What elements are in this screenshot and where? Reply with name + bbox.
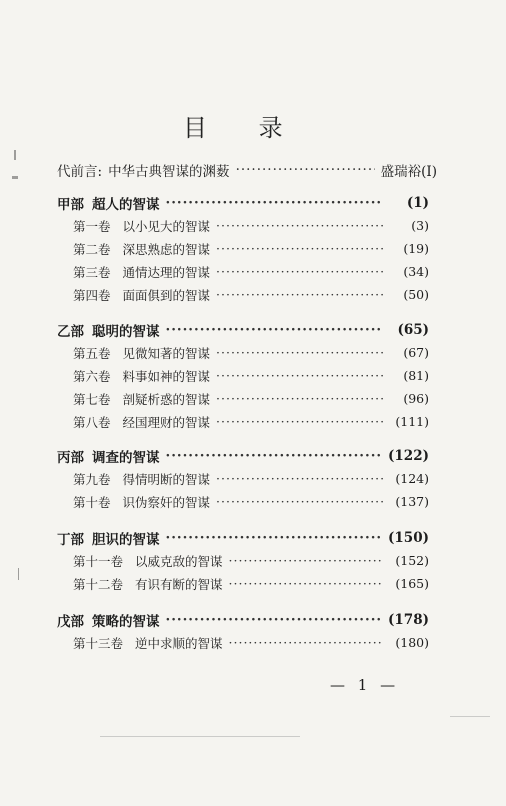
preface-label: 代前言: (57, 164, 103, 180)
leader-dots (216, 345, 383, 360)
volume-title: 料事如神的智谋 (122, 368, 211, 384)
leader-dots (229, 635, 383, 650)
part-label: 丙部 (57, 449, 84, 466)
volume-title: 逆中求顺的智谋 (135, 635, 223, 651)
leader-dots (216, 471, 383, 486)
scan-mark-left-1 (14, 150, 16, 160)
volume-label: 第三卷 (73, 264, 111, 280)
leader-dots (236, 162, 375, 178)
leader-dots (166, 195, 384, 211)
leader-dots (166, 612, 383, 628)
leader-dots (216, 241, 383, 256)
toc-part-1 (57, 191, 429, 306)
scan-line-bottom (100, 736, 300, 737)
volume-row[interactable] (57, 572, 429, 595)
part-heading[interactable] (57, 608, 429, 631)
volume-title: 以威克敌的智谋 (135, 553, 223, 569)
volume-label: 第一卷 (73, 218, 111, 234)
toc-part-2 (57, 318, 429, 433)
volume-row[interactable] (57, 260, 429, 283)
volume-page-number: (67) (403, 345, 429, 360)
leader-dots (216, 414, 383, 429)
preface-author: 盛瑞裕(Ⅰ) (380, 164, 437, 180)
volume-page-number: (152) (395, 553, 429, 568)
volume-page-number: (124) (395, 471, 429, 486)
page-number-footer: — 1 — (330, 676, 400, 694)
volume-page-number: (180) (395, 635, 429, 650)
volume-label: 第二卷 (73, 241, 111, 257)
part-heading[interactable] (57, 444, 429, 467)
volume-page-number: (165) (395, 576, 429, 591)
toc-part-3 (57, 444, 429, 513)
part-title: 策略的智谋 (92, 613, 160, 630)
part-heading[interactable] (57, 318, 429, 341)
part-label: 丁部 (57, 531, 84, 548)
part-page-number: (1) (406, 194, 429, 211)
volume-row[interactable] (57, 364, 429, 387)
leader-dots (216, 287, 383, 302)
volume-row[interactable] (57, 387, 429, 410)
part-heading[interactable] (57, 191, 429, 214)
part-page-number: (122) (388, 447, 429, 464)
page-title: 目 录 (183, 114, 305, 142)
volume-label: 第四卷 (73, 287, 111, 303)
scan-mark-left-2 (12, 176, 18, 179)
part-page-number: (178) (388, 611, 429, 628)
part-title: 胆识的智谋 (92, 531, 160, 548)
volume-title: 通情达理的智谋 (122, 264, 211, 280)
part-page-number: (150) (388, 529, 429, 546)
preface-row (57, 160, 437, 180)
volume-page-number: (111) (395, 414, 429, 429)
toc-part-4 (57, 526, 429, 595)
volume-row[interactable] (57, 467, 429, 490)
part-page-number: (65) (397, 321, 429, 338)
part-title: 聪明的智谋 (92, 323, 160, 340)
volume-label: 第五卷 (73, 345, 111, 361)
volume-row[interactable] (57, 341, 429, 364)
leader-dots (216, 494, 383, 509)
volume-title: 识伪察奸的智谋 (122, 494, 211, 510)
toc-part-5 (57, 608, 429, 654)
part-label: 乙部 (57, 323, 84, 340)
volume-label: 第十卷 (73, 494, 111, 510)
leader-dots (216, 368, 383, 383)
volume-label: 第十一卷 (73, 553, 124, 569)
volume-page-number: (50) (403, 287, 429, 302)
volume-page-number: (19) (403, 241, 429, 256)
volume-label: 第十二卷 (73, 576, 124, 592)
volume-page-number: (137) (395, 494, 429, 509)
leader-dots (166, 322, 384, 338)
volume-row[interactable] (57, 283, 429, 306)
volume-row[interactable] (57, 410, 429, 433)
leader-dots (216, 218, 383, 233)
part-heading[interactable] (57, 526, 429, 549)
volume-row[interactable] (57, 214, 429, 237)
volume-label: 第十三卷 (73, 635, 124, 651)
volume-page-number: (3) (411, 218, 429, 233)
volume-title: 以小见大的智谋 (122, 218, 211, 234)
volume-row[interactable] (57, 237, 429, 260)
volume-title: 经国理财的智谋 (122, 414, 211, 430)
volume-title: 有识有断的智谋 (135, 576, 223, 592)
volume-page-number: (34) (403, 264, 429, 279)
volume-title: 得情明断的智谋 (122, 471, 211, 487)
scan-line-bottom-right (450, 716, 490, 717)
leader-dots (216, 391, 383, 406)
volume-title: 深思熟虑的智谋 (122, 241, 211, 257)
leader-dots (216, 264, 383, 279)
part-title: 超人的智谋 (92, 196, 160, 213)
volume-row[interactable] (57, 549, 429, 572)
part-title: 调查的智谋 (92, 449, 160, 466)
volume-label: 第六卷 (73, 368, 111, 384)
leader-dots (166, 530, 383, 546)
leader-dots (229, 553, 383, 568)
part-label: 戊部 (57, 613, 84, 630)
volume-title: 见微知著的智谋 (122, 345, 211, 361)
volume-row[interactable] (57, 631, 429, 654)
volume-label: 第八卷 (73, 414, 111, 430)
volume-page-number: (81) (403, 368, 429, 383)
volume-row[interactable] (57, 490, 429, 513)
volume-label: 第七卷 (73, 391, 111, 407)
volume-page-number: (96) (403, 391, 429, 406)
preface-text: 中华古典智谋的渊薮 (108, 164, 230, 180)
part-label: 甲部 (57, 196, 84, 213)
volume-title: 剖疑析惑的智谋 (122, 391, 211, 407)
volume-title: 面面俱到的智谋 (122, 287, 211, 303)
leader-dots (166, 448, 383, 464)
scan-mark-left-3 (18, 568, 19, 580)
volume-label: 第九卷 (73, 471, 111, 487)
leader-dots (229, 576, 383, 591)
